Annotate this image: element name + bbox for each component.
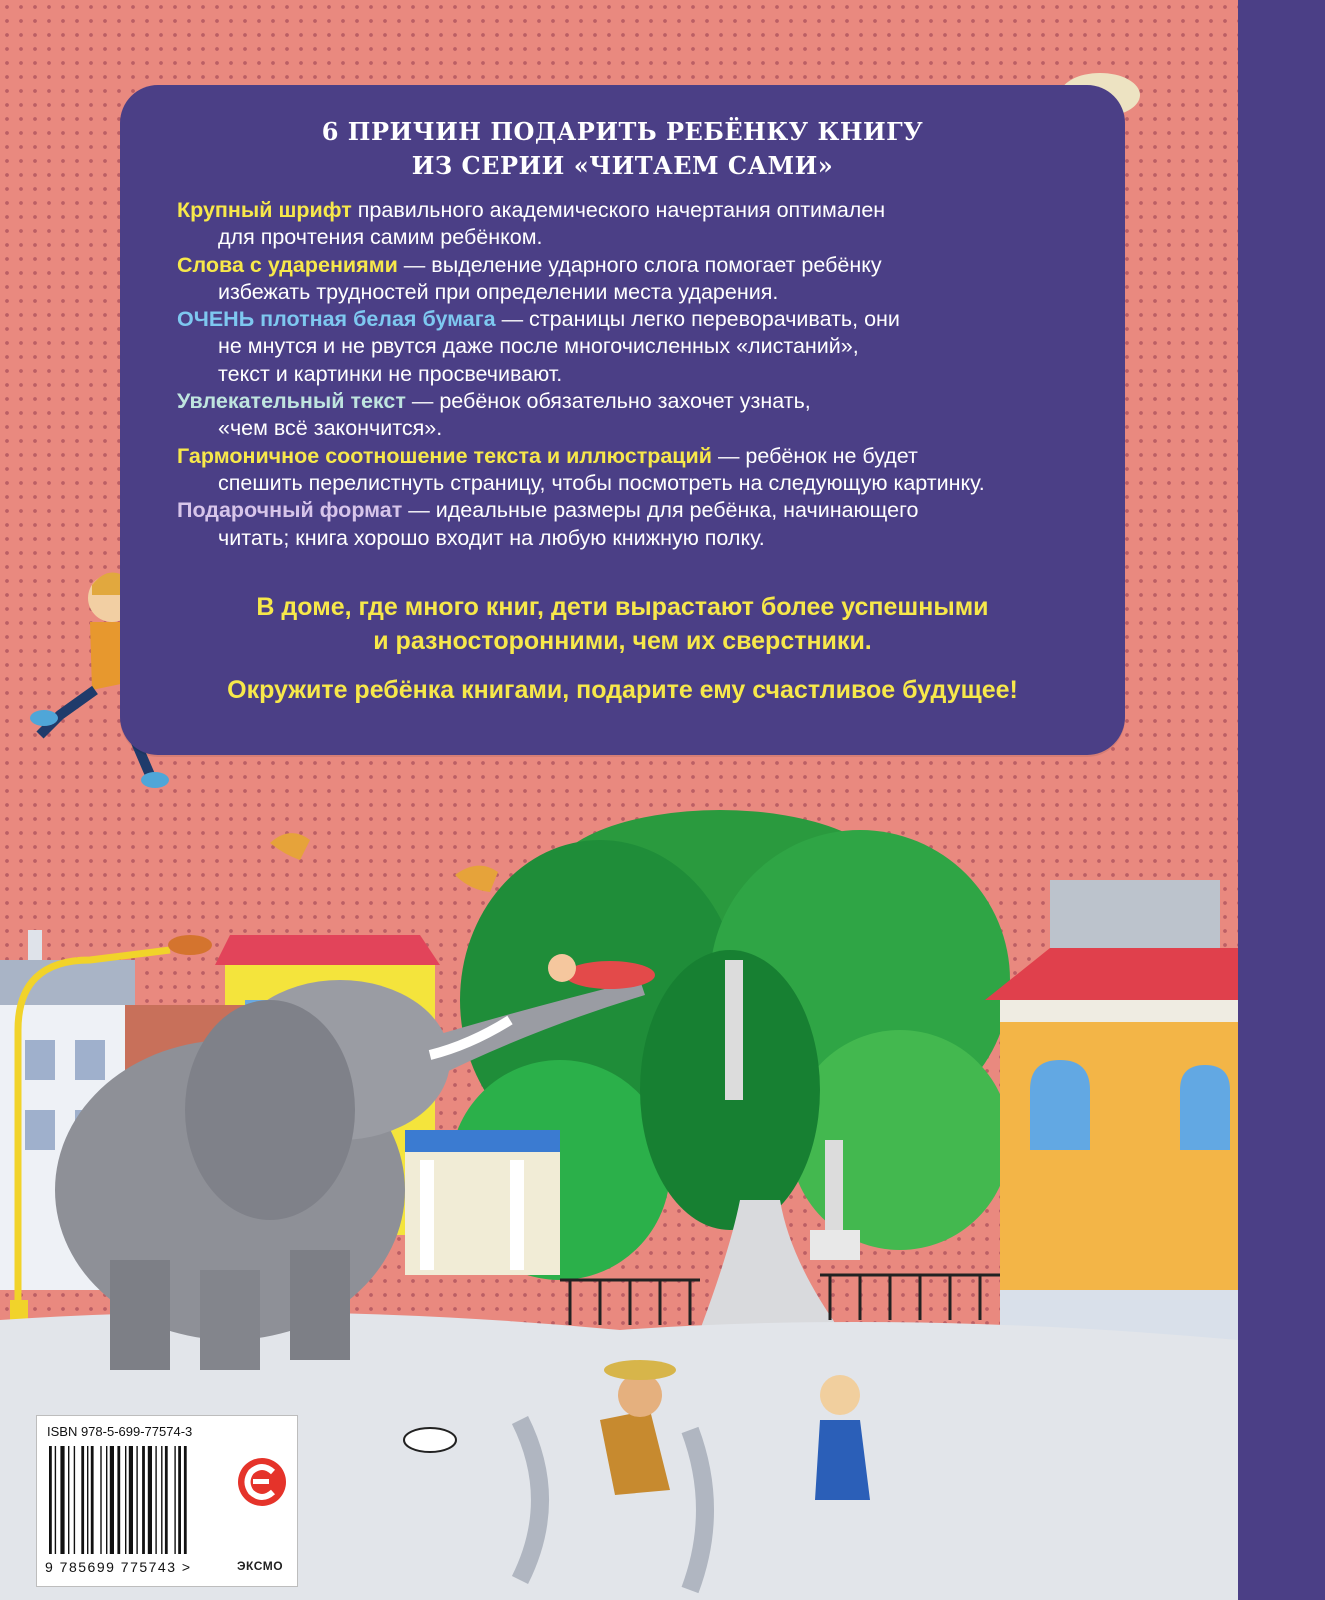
- barcode-bar: [55, 1446, 56, 1554]
- barcode-bar: [87, 1446, 88, 1554]
- barcode-bar: [161, 1446, 162, 1554]
- barcode-bar: [174, 1446, 175, 1554]
- reason-4-text: — ребёнок обязательно захочет узнать,: [405, 389, 811, 414]
- slogans: [120, 590, 1125, 707]
- reason-1-highlight: Крупный шрифт: [177, 198, 352, 222]
- reason-2: [177, 252, 1077, 307]
- barcode-bar: [148, 1446, 152, 1554]
- reason-5-text: — ребёнок не будет: [711, 443, 918, 468]
- barcode-bar: [68, 1446, 69, 1554]
- barcode-bar: [110, 1446, 114, 1554]
- barcode-bar: [49, 1446, 52, 1554]
- barcode-bars: [49, 1446, 224, 1554]
- panel-title: [120, 115, 1125, 183]
- barcode-bar: [74, 1446, 75, 1554]
- panel-title-line-1: 6 ПРИЧИН ПОДАРИТЬ РЕБЁНКУ КНИГУ: [321, 117, 924, 146]
- reason-2-highlight: Слова с ударениями: [177, 252, 398, 277]
- reason-6-highlight: Подарочный формат: [177, 498, 403, 523]
- reason-4: [177, 388, 1077, 443]
- reason-1-text: правильного академического начертания оптимален: [351, 198, 886, 222]
- barcode-bar: [129, 1446, 133, 1554]
- barcode-bar: [106, 1446, 107, 1554]
- reason-6-line-2: читать; книга хорошо входит на любую книжную полку.: [218, 525, 765, 550]
- barcode-bar: [178, 1446, 181, 1554]
- reason-3-text: — страницы легко переворачивать, они: [495, 307, 900, 332]
- reason-1: [177, 197, 1077, 252]
- publisher-logo-icon: [235, 1454, 289, 1514]
- barcode-bar: [100, 1446, 101, 1554]
- reason-1-line-2: для прочтения самим ребёнком.: [218, 225, 543, 250]
- reason-3: [177, 306, 1077, 388]
- barcode-digits: 9 785699 775743 >: [45, 1559, 192, 1575]
- panel-title-line-2: ИЗ СЕРИИ «ЧИТАЕМ САМИ»: [411, 151, 834, 180]
- reason-5: [177, 443, 1077, 498]
- reason-2-line-2: избежать трудностей при определении места ударения.: [218, 279, 779, 304]
- reason-4-line-2: «чем всё закончится».: [218, 416, 443, 441]
- isbn-text: ISBN 978-5-699-77574-3: [47, 1424, 193, 1439]
- slogan-line-1: В доме, где много книг, дети вырастают более успешными: [256, 593, 989, 621]
- slogan-line-2: и разносторонними, чем их сверстники.: [373, 627, 872, 655]
- book-spine-strip: [1238, 0, 1325, 1600]
- reasons-list: [177, 197, 1077, 552]
- reason-6-text: — идеальные размеры для ребёнка, начинающего: [402, 498, 919, 523]
- reason-4-highlight: Увлекательный текст: [177, 389, 406, 414]
- pavilion: [405, 1130, 560, 1275]
- reason-3-highlight: ОЧЕНЬ плотная белая бумага: [177, 307, 496, 332]
- barcode-bar: [136, 1446, 137, 1554]
- reason-3-line-2: не мнутся и не рвутся даже после многочисленных «листаний»,: [218, 334, 859, 359]
- slogan-line-3: Окружите ребёнка книгами, подарите ему счастливое будущее!: [227, 676, 1018, 704]
- birds: [270, 833, 498, 892]
- reason-5-line-2: спешить перелистнуть страницу, чтобы посмотреть на следующую картинку.: [218, 470, 985, 495]
- building-right-yellow: [985, 880, 1238, 1380]
- barcode-bar: [165, 1446, 168, 1554]
- barcode-bar: [125, 1446, 126, 1554]
- barcode-bar: [155, 1446, 156, 1554]
- barcode-bar: [117, 1446, 120, 1554]
- reasons-panel: [120, 85, 1125, 755]
- reason-2-text: — выделение ударного слога помогает ребёнку: [397, 252, 882, 277]
- barcode-bar: [91, 1446, 94, 1554]
- reason-6: [177, 497, 1077, 552]
- reason-5-highlight: Гармоничное соотношение текста и иллюстраций: [177, 443, 712, 468]
- barcode-bar: [60, 1446, 64, 1554]
- barcode-bar: [81, 1446, 84, 1554]
- reason-3-line-3: текст и картинки не просвечивают.: [218, 361, 563, 386]
- barcode-block: [36, 1415, 298, 1587]
- barcode-bar: [184, 1446, 187, 1554]
- publisher-name: ЭКСМО: [237, 1559, 284, 1573]
- barcode-bar: [142, 1446, 145, 1554]
